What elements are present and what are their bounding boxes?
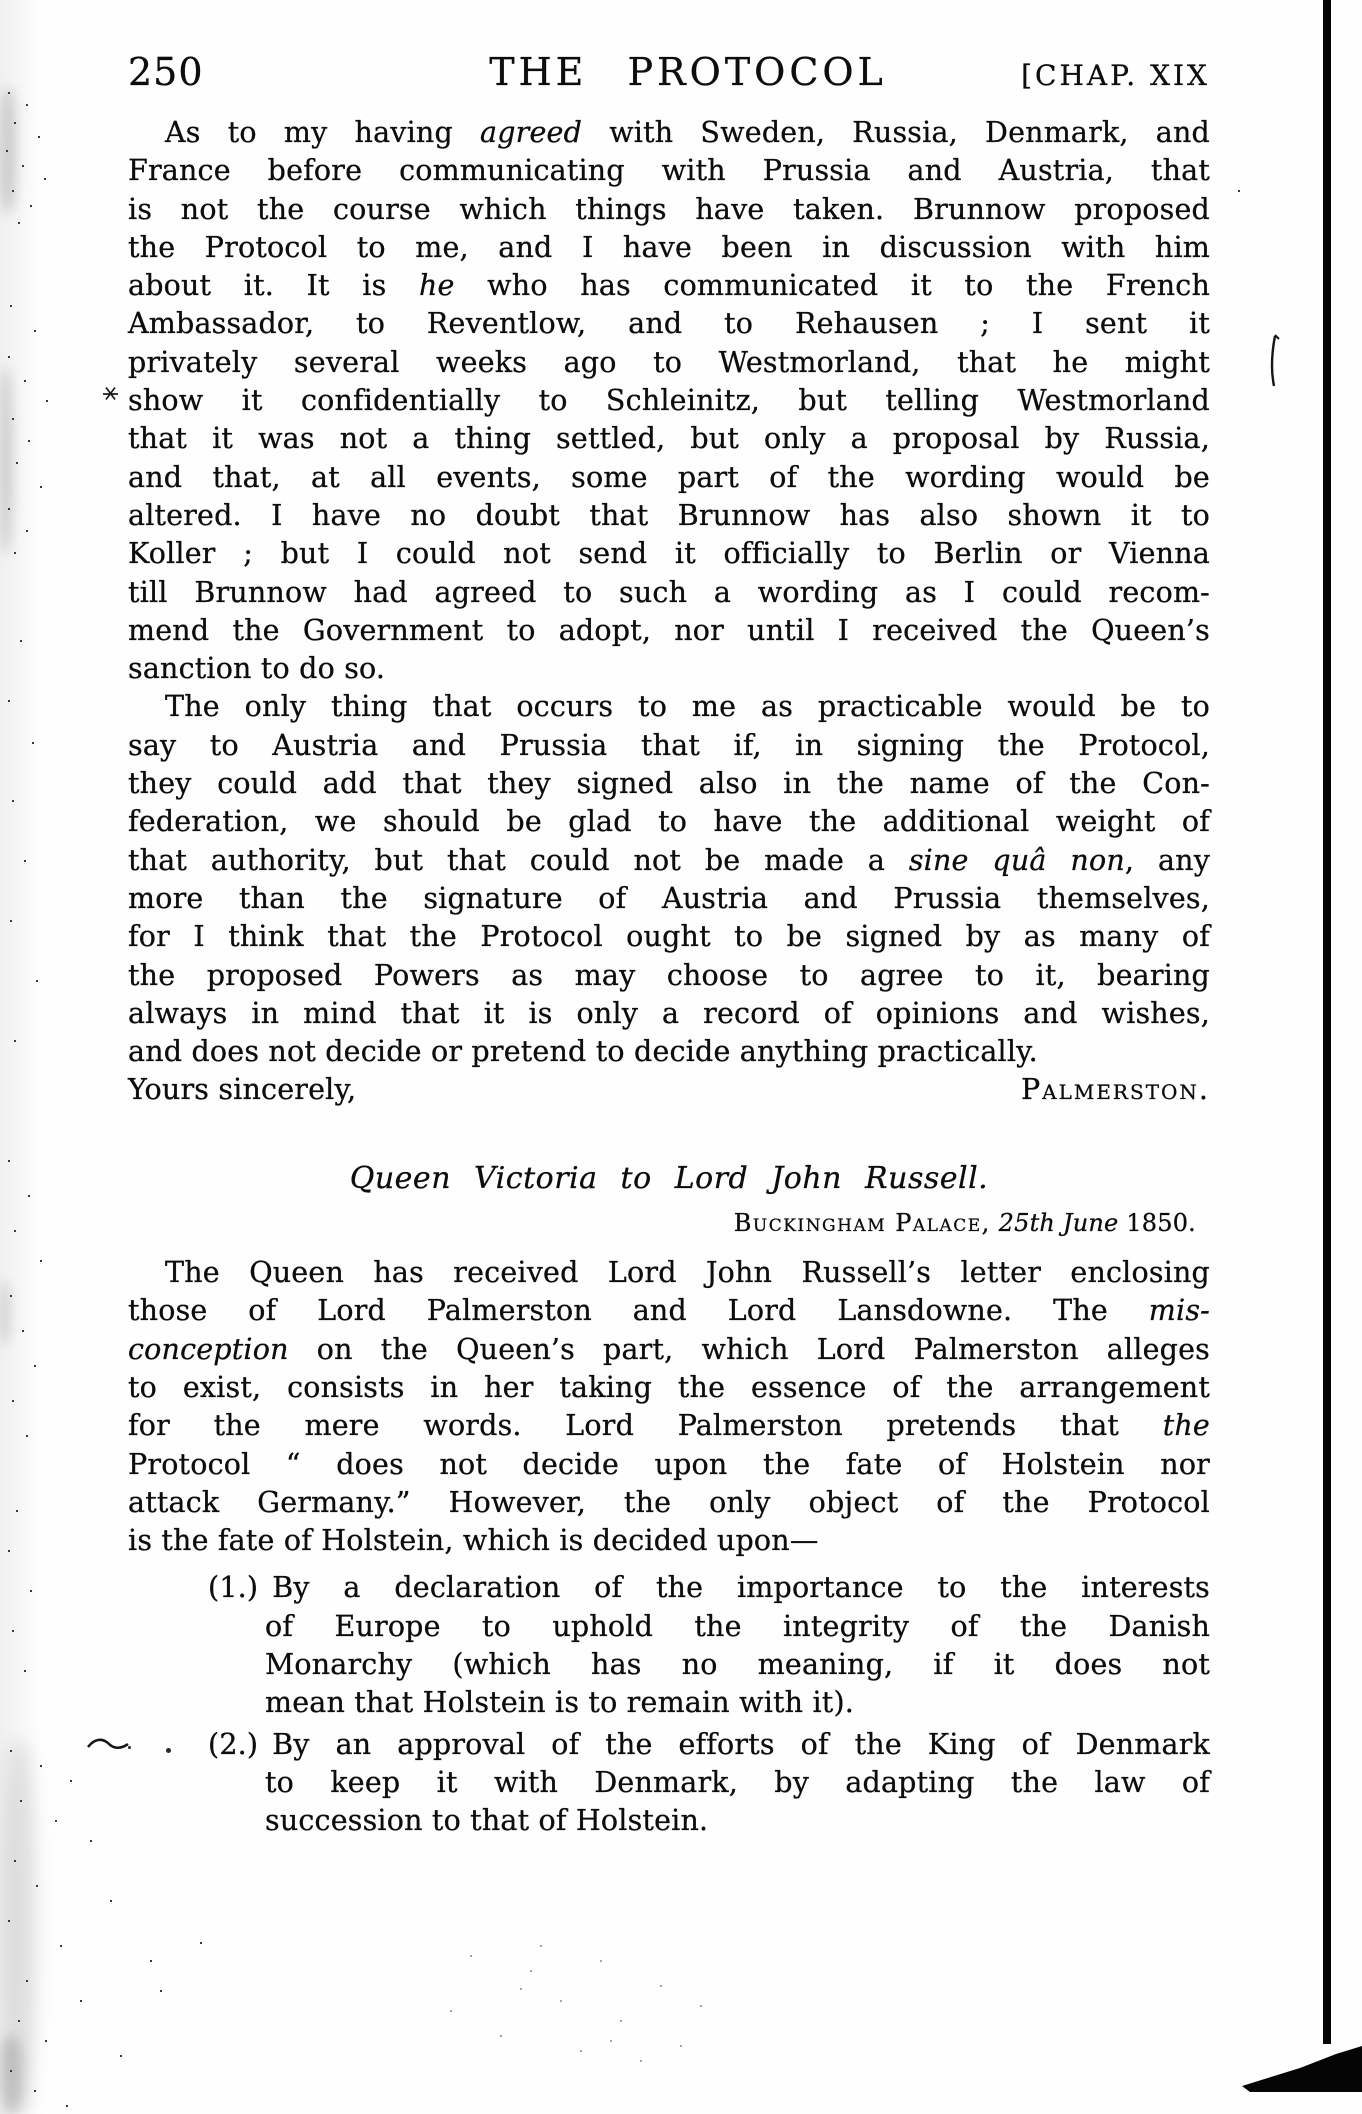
pencil-squiggle-mark	[86, 1734, 134, 1762]
scan-corner-blot	[1240, 2042, 1362, 2094]
pencil-asterisk-mark	[101, 384, 120, 407]
text-line: more than the signature of Austria and Prussia themselves,	[128, 881, 1210, 915]
text-line: always in mind that it is only a record of opinions and wishes,	[128, 996, 1210, 1030]
dateline-year: 1850.	[1126, 1209, 1196, 1238]
letter-paragraph	[128, 688, 1210, 1071]
text-line: of Europe to uphold the integrity of the Danish	[265, 1609, 1210, 1643]
margin-smudge	[0, 1282, 9, 1344]
text-line: the Protocol to me, and I have been in discussion with him	[128, 230, 1210, 264]
text-line: federation, we should be glad to have the additional weight of	[128, 805, 1210, 839]
text-line: those of Lord Palmerston and Lord Lansdowne. The mis-	[128, 1294, 1210, 1328]
text-line: till Brunnow had agreed to such a wording as I could recom-	[128, 575, 1210, 609]
text-line: they could add that they signed also in the name of the Con-	[128, 767, 1210, 801]
italic-text: agreed	[480, 116, 583, 149]
text-line: France before communicating with Prussia and Austria, that	[128, 154, 1210, 188]
text-line: conception on the Queen’s part, which Lord Palmerston alleges	[128, 1332, 1210, 1366]
text-line: privately several weeks ago to Westmorland, that he might	[128, 345, 1210, 379]
text-line: mend the Government to adopt, nor until I received the Queen’s	[128, 613, 1210, 647]
text-line: to exist, consists in her taking the essence of the arrangement	[128, 1370, 1210, 1404]
text-line: Monarchy (which has no meaning, if it does not	[265, 1647, 1210, 1681]
text-line: about it. It is he who has communicated it to the French	[128, 269, 1211, 303]
text-line: that authority, but that could not be made a sine quâ non, any	[128, 843, 1210, 877]
dateline-date: 25th June	[998, 1209, 1119, 1238]
text-line: sanction to do so.	[128, 652, 386, 686]
dateline-place: Buckingham Palace,	[733, 1209, 991, 1238]
text-line: is the fate of Holstein, which is decided upon—	[128, 1524, 819, 1558]
italic-text: he	[418, 269, 455, 303]
running-title: THE PROTOCOL	[489, 50, 887, 94]
italic-text: mis-	[1148, 1294, 1210, 1328]
pencil-stroke-mark	[1263, 332, 1281, 394]
text-line: show it confidentially to Schleinitz, but telling Westmorland	[128, 384, 1210, 418]
margin-smudge	[2, 1742, 36, 2112]
decisions-list	[128, 1569, 1210, 1840]
text-line: succession to that of Holstein.	[265, 1804, 709, 1838]
text-line: altered. I have no doubt that Brunnow has also shown it to	[128, 498, 1210, 532]
list-marker: (2.)	[208, 1727, 259, 1761]
letter-heading: Queen Victoria to Lord John Russell.	[349, 1160, 989, 1196]
text-line: The only thing that occurs to me as practicable would be to	[165, 690, 1210, 724]
dateline	[128, 1206, 1210, 1240]
italic-text: sine quâ non	[908, 843, 1125, 877]
text-line: that it was not a thing settled, but only a proposal by Russia,	[128, 422, 1210, 456]
margin-smudge	[0, 88, 16, 213]
letter-paragraph	[128, 114, 1210, 688]
ink-speck	[128, 1746, 131, 1749]
text-line: is not the course which things have taken. Brunnow proposed	[128, 192, 1210, 226]
ink-speck	[166, 1748, 171, 1753]
text-line: (2.) By an approval of the efforts of the King of Denmark	[208, 1727, 1210, 1761]
page-number: 250	[128, 50, 204, 94]
text-line: attack Germany.” However, the only object of the Protocol	[128, 1485, 1210, 1519]
text-block	[128, 50, 1210, 1840]
text-line: Protocol “ does not decide upon the fate of Holstein nor	[128, 1447, 1210, 1481]
text-line: As to my having agreed with Sweden, Russia, Denmark, and	[165, 116, 1210, 149]
text-line: say to Austria and Prussia that if, in signing the Protocol,	[128, 728, 1210, 762]
text-line: (1.) By a declaration of the importance to the interests	[208, 1571, 1210, 1605]
chapter-ref: [CHAP. XIX	[1021, 59, 1210, 92]
list-item	[128, 1569, 1210, 1722]
italic-text: the	[1162, 1409, 1210, 1443]
margin-smudge	[0, 368, 12, 553]
letter-closing: Yours sincerely,	[128, 1073, 357, 1107]
closing-row	[128, 1071, 1210, 1109]
page-header	[128, 50, 1210, 98]
text-line: and that, at all events, some part of the wording would be	[128, 460, 1210, 494]
text-line: mean that Holstein is to remain with it).	[265, 1686, 855, 1720]
text-line: to keep it with Denmark, by adapting the law of	[265, 1765, 1210, 1799]
text-line: for the mere words. Lord Palmerston pretends that the	[128, 1409, 1210, 1443]
text-line: The Queen has received Lord John Russell’s letter enclosing	[165, 1256, 1210, 1290]
text-line: for I think that the Protocol ought to be signed by as many of	[128, 920, 1210, 954]
text-line: Koller ; but I could not send it officially to Berlin or Vienna	[128, 537, 1210, 571]
letter-signature: Palmerston.	[1020, 1073, 1210, 1107]
queen-letter-paragraph	[128, 1254, 1210, 1560]
scan-edge-line	[1323, 0, 1331, 2044]
text-line: and does not decide or pretend to decide anything practically.	[128, 1035, 1038, 1069]
palmerston-letter	[128, 114, 1210, 1840]
list-marker: (1.)	[208, 1571, 259, 1605]
list-item	[128, 1726, 1210, 1841]
italic-text: conception	[128, 1332, 289, 1366]
text-line: the proposed Powers as may choose to agree to it, bearing	[128, 958, 1210, 992]
text-line: Ambassador, to Reventlow, and to Rehausen ; I sent it	[128, 307, 1210, 341]
